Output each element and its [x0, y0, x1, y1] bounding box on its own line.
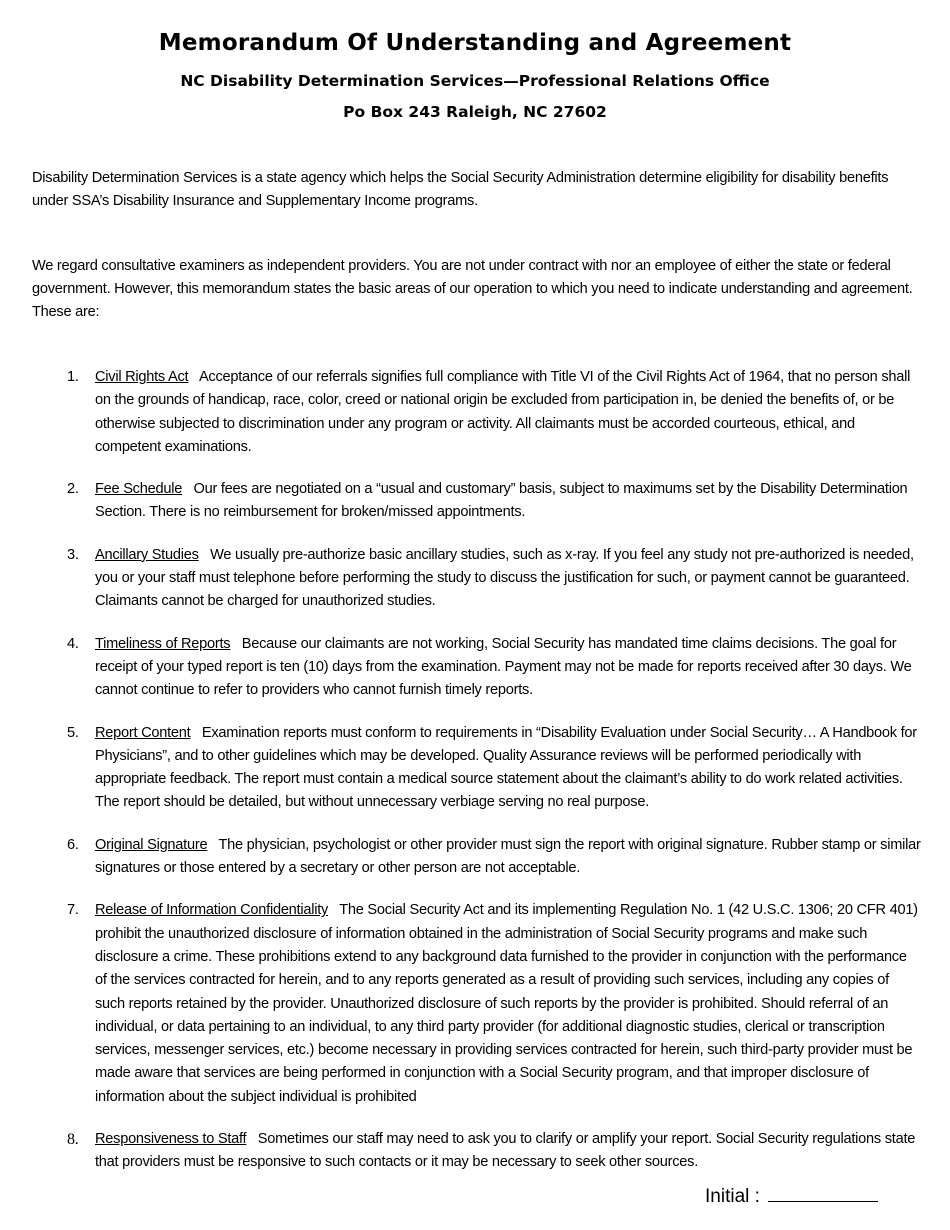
list-item: [0, 633, 922, 703]
item-heading: Original Signature: [95, 836, 208, 853]
initial-label: Initial :: [705, 1186, 760, 1207]
initial-field: [705, 1183, 878, 1208]
list-item: [0, 366, 922, 459]
list-item: [0, 544, 922, 614]
item-heading: Ancillary Studies: [95, 546, 199, 563]
item-text: We usually pre-authorize basic ancillary studies, such as x-ray. If you feel any study not pre-authorized is needed, you or your staff must telephone before performing the study to discuss the justification for such, or payment cannot be guaranteed. Claimants cannot be charged for unauthorized studies.: [95, 546, 914, 610]
item-number: 5.: [67, 724, 79, 741]
item-text: Because our claimants are not working, Social Security has mandated time claims decisions. The goal for receipt of your typed report is ten (10) days from the examination. Payment may not be made for reports received after 30 days. We cannot continue to refer to providers who cannot furnish timely reports.: [95, 635, 912, 699]
list-item: [0, 478, 922, 525]
document-title: Memorandum Of Understanding and Agreement: [158, 30, 792, 56]
item-number: 4.: [67, 635, 79, 652]
initial-blank-line[interactable]: [768, 1183, 878, 1202]
item-heading: Civil Rights Act: [95, 369, 189, 385]
item-number: 8.: [67, 1131, 79, 1149]
document-subtitle: NC Disability Determination Services—Professional Relations Office: [180, 72, 770, 90]
item-number: 2.: [67, 481, 79, 498]
list-item: [0, 1128, 922, 1175]
item-text: Examination reports must conform to requirements in “Disability Evaluation under Social Security… A Handbook for Physicians”, and to other guidelines which may be developed. Quality Assurance reviews will be performed periodically with appropriate feedback. The report must contain a medical source statement about the claimant’s ability to do work related activities. The report should be detailed, but without unnecessary verbiage serving no real purpose.: [95, 724, 917, 811]
item-number: 3.: [67, 546, 79, 563]
list-item: [0, 834, 922, 881]
item-number: 7.: [67, 902, 79, 919]
item-heading: Responsiveness to Staff: [95, 1131, 247, 1148]
list-item: [0, 722, 922, 815]
item-text: Sometimes our staff may need to ask you to clarify or amplify your report. Social Security regulations state that providers must be responsive to such contacts or it may be necessary to seek other sources.: [95, 1131, 916, 1171]
item-text: The Social Security Act and its implementing Regulation No. 1 (42 U.S.C. 1306; 20 CFR 401) prohibit the unauthorized disclosure of information obtained in the administration of Social Security programs and make such disclosure a crime. These prohibitions extend to any background data furnished to the provider in conjunction with the performance of the services contracted for herein, and to any reports generated as a result of providing such services, including any copies of such reports retained by the provider. Unauthorized disclosure of such reports by the provider is prohibited. Should referral of an individual, or data pertaining to an individual, to any third party provider (for additional diagnostic studies, clerical or transcription services, messenger services, etc.) become necessary in providing services contracted for herein, such third-party provider must be made aware that services are being performed in conjunction with a Social Security program, and that improper disclosure of information about the subject individual is prohibited: [95, 902, 918, 1105]
item-heading: Timeliness of Reports: [95, 635, 231, 652]
item-text: The physician, psychologist or other provider must sign the report with original signature. Rubber stamp or similar signatures or those entered by a secretary or other person are not acceptable.: [95, 836, 921, 877]
list-item: [0, 899, 922, 1109]
item-heading: Report Content: [95, 724, 191, 741]
item-number: 6.: [67, 836, 79, 853]
item-heading: Release of Information Confidentiality: [95, 902, 329, 919]
item-number: 1.: [67, 369, 79, 385]
item-text: Our fees are negotiated on a “usual and customary” basis, subject to maximums set by the Disability Determination Section. There is no reimbursement for broken/missed appointments.: [95, 481, 908, 521]
item-text: Acceptance of our referrals signifies full compliance with Title VI of the Civil Rights Act of 1964, that no person shall on the grounds of handicap, race, color, creed or national origin be excluded from participation in, be denied the benefits of, or be otherwise subjected to discrimination under any program or activity. All claimants must be accorded courteous, ethical, and competent examinations.: [95, 369, 911, 455]
terms-list: [0, 366, 950, 1194]
item-heading: Fee Schedule: [95, 481, 183, 498]
intro-paragraph: Disability Determination Services is a state agency which helps the Social Security Administration determine eligibility for disability benefits under SSA’s Disability Insurance and Supplementary Income programs.: [32, 170, 889, 209]
office-address: Po Box 243 Raleigh, NC 27602: [343, 103, 607, 121]
intro-paragraph: We regard consultative examiners as independent providers. You are not under contract with nor an employee of either the state or federal government. However, this memorandum states the basic areas of our operation to which you need to indicate understanding and agreement. These are:: [32, 258, 913, 320]
